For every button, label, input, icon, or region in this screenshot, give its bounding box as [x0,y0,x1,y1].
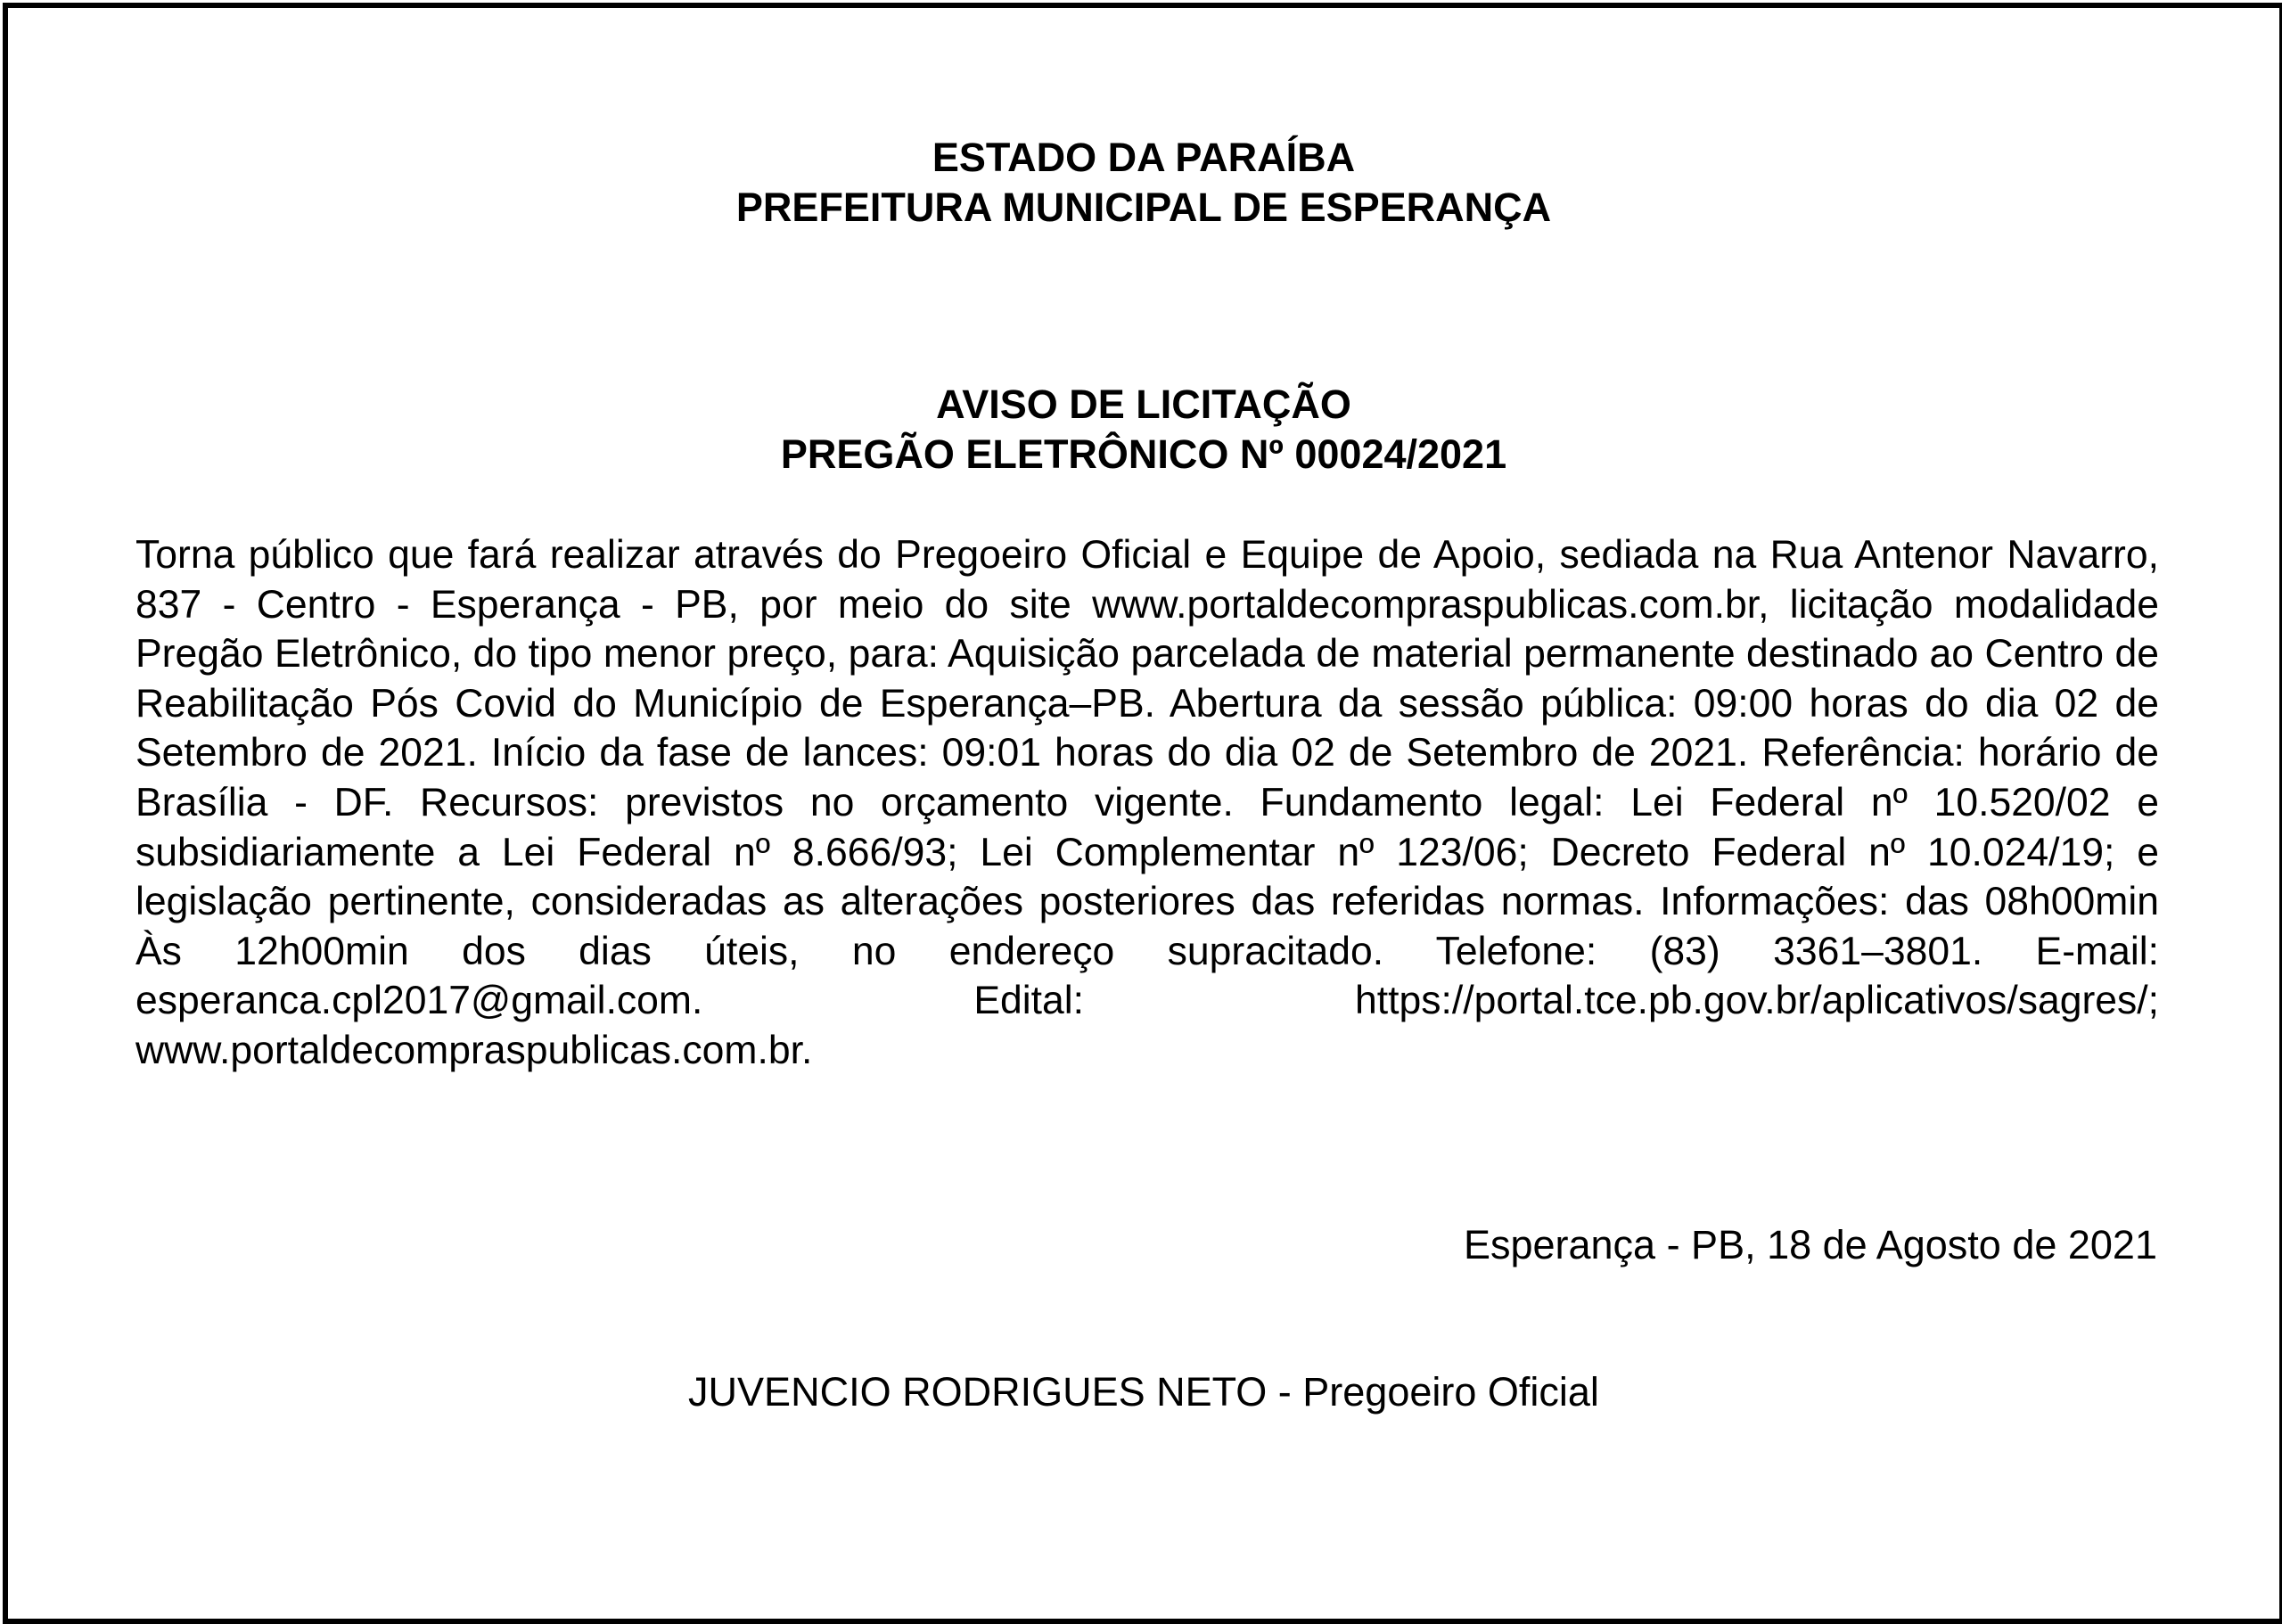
state-name: ESTADO DA PARAÍBA [932,135,1356,180]
notice-heading [8,380,2279,480]
notice-subtitle: PREGÃO ELETRÔNICO Nº 00024/2021 [780,431,1507,477]
municipality-name: PREFEITURA MUNICIPAL DE ESPERANÇA [735,185,1552,230]
notice-title: AVISO DE LICITAÇÃO [936,381,1351,427]
notice-frame [3,3,2282,1624]
signature: JUVENCIO RODRIGUES NETO - Pregoeiro Oficial [688,1369,1599,1415]
date-line: Esperança - PB, 18 de Agosto de 2021 [1463,1222,2157,1267]
notice-body: Torna público que fará realizar através do Pregoeiro Oficial e Equipe de Apoio, sediada na Rua Antenor Navarro, 837 - Centro - Esperança - PB, por meio do site www.portaldecompraspublicas.com.br, licitação modalidade Pregão Eletrônico, do tipo menor preço, para: Aquisição parcelada de material permanente destinado ao Centro de Reabilitação Pós Covid do Município de Esperança–PB. Abertura da sessão pública: 09:00 horas do dia 02 de Setembro de 2021. Início da fase de lances: 09:01 horas do dia 02 de Setembro de 2021. Referência: horário de Brasília - DF. Recursos: previstos no orçamento vigente. Fundamento legal: Lei Federal nº 10.520/02 e subsidiariamente a Lei Federal nº 8.666/93; Lei Complementar nº 123/06; Decreto Federal nº 10.024/19; e legislação pertinente, consideradas as alterações posteriores das referidas normas. Informações: das 08h00min Às 12h00min dos dias úteis, no endereço supracitado. Telefone: (83) 3361–3801. E-mail: esperanca.cpl2017@gmail.com. Edital: https://portal.tce.pb.gov.br/aplicativos/sagres/; www.portaldecompraspublicas.com.br. [135,533,2159,1072]
issuer-header [8,133,2279,233]
